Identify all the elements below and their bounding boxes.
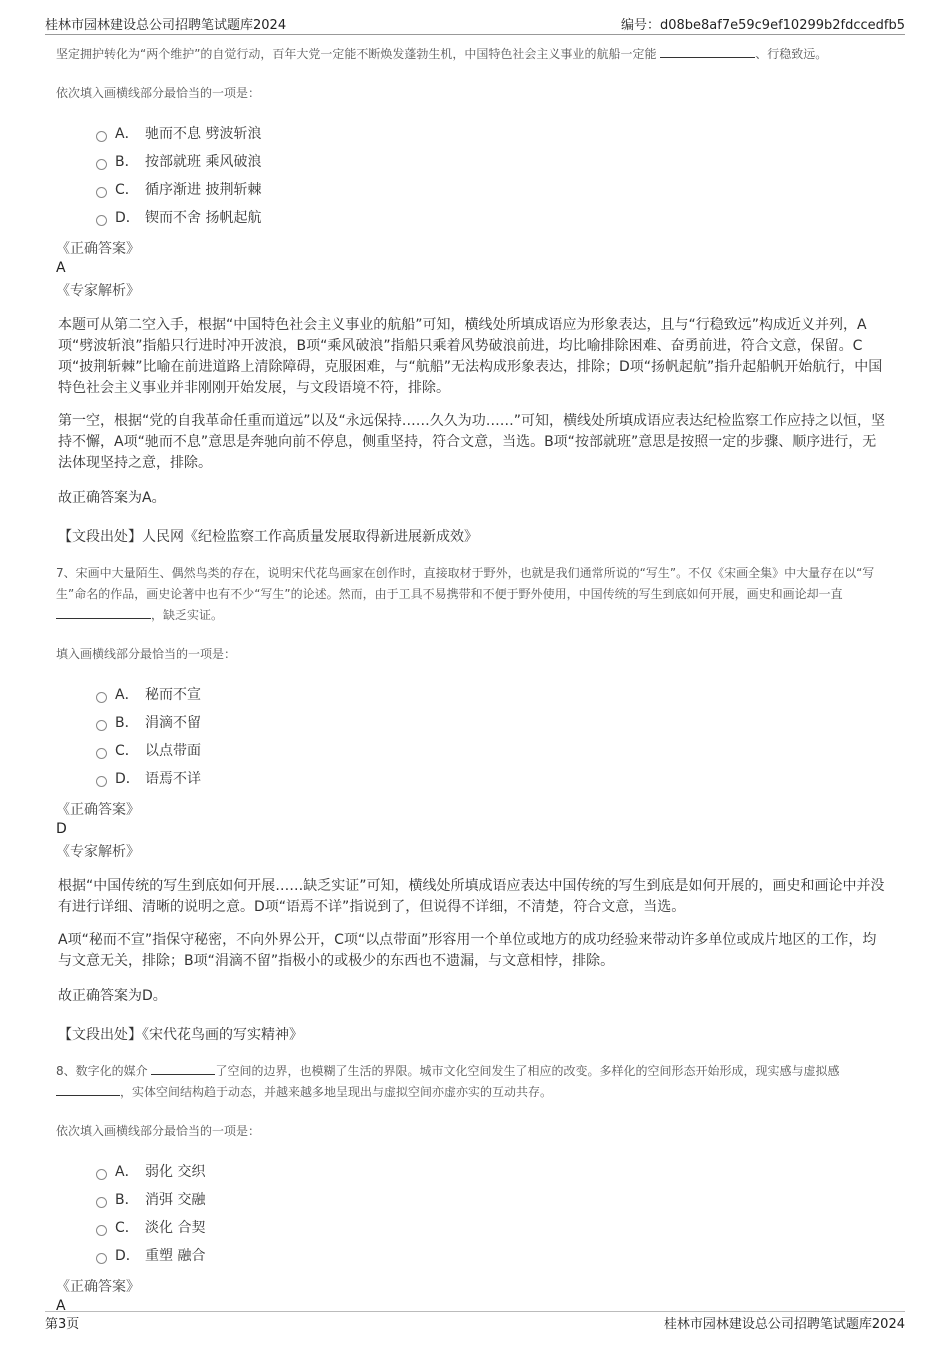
option-a[interactable]: A． 弱化 交织 [96,1157,890,1185]
option-d[interactable]: D． 重塑 融合 [96,1241,890,1269]
radio-icon[interactable] [96,748,107,759]
option-d[interactable]: D． 锲而不舍 扬帆起航 [96,203,890,231]
radio-icon[interactable] [96,1197,107,1208]
radio-icon[interactable] [96,692,107,703]
radio-icon[interactable] [96,776,107,787]
option-list [96,1157,890,1269]
radio-icon[interactable] [96,1169,107,1180]
analysis-paragraph: A项“秘而不宣”指保守秘密，不向外界公开，C项“以点带面”形容用一个单位或地方的成功经验来带动许多单位或成片地区的工作，均与文意无关，排除；B项“涓滴不留”指极小的或极少的东西也不遗漏，与文意相悖，排除。 [58,932,877,969]
question-prompt: 填入画横线部分最恰当的一项是： [56,647,237,661]
question-prompt: 依次填入画横线部分最恰当的一项是： [56,86,261,100]
option-b[interactable]: B． 按部就班 乘风破浪 [96,147,890,175]
analysis-conclusion: 故正确答案为A。 [58,490,166,506]
answer-blank [56,1083,120,1096]
answer-blank [56,606,151,619]
analysis-paragraph: 根据“中国传统的写生到底如何开展……缺乏实证”可知，横线处所填成语应表达中国传统的写生到底是如何开展的，画史和画论中并没有进行详细、清晰的说明之意。D项“语焉不详”指说到了，但说得不详细，不清楚，符合文意，当选。 [58,878,885,915]
radio-icon[interactable] [96,1253,107,1264]
header-serial: 编号：d08be8af7e59c9ef10299b2fdccedfb5 [620,18,905,33]
answer-blank [660,45,755,58]
source-citation: 【文段出处】《宋代花鸟画的写实精神》 [58,1027,303,1043]
answer-label: 《正确答案》 [56,802,140,818]
question-6 [56,44,890,547]
radio-icon[interactable] [96,159,107,170]
analysis-label: 《专家解析》 [56,844,140,860]
page-number: 第3页 [45,1317,80,1332]
document-body [56,44,890,1315]
answer-label: 《正确答案》 [56,241,140,257]
question-stem: 8、数字化的媒介 了空间的边界，也模糊了生活的界限。城市文化空间发生了相应的改变。多样化的空间形态开始形成，现实感与虚拟感 ，实体空间结构趋于动态，并越来越多地呈现出与虚拟空间亦虚亦实的互动共存。 [56,1064,840,1099]
footer-title: 桂林市园林建设总公司招聘笔试题库2024 [663,1317,905,1332]
option-d[interactable]: D． 语焉不详 [96,764,890,792]
question-prompt: 依次填入画横线部分最恰当的一项是： [56,1124,261,1138]
radio-icon[interactable] [96,131,107,142]
option-list [96,119,890,231]
answer-value: D [56,821,67,837]
analysis-paragraph: 第一空，根据“党的自我革命任重而道远”以及“永远保持……久久为功……”可知，横线处所填成语应表达纪检监察工作应持之以恒，坚持不懈，A项“驰而不息”意思是奔驰向前不停息，侧重坚持，符合文意，当选。B项“按部就班”意思是按照一定的步骤、顺序进行，无法体现坚持之意，排除。 [58,413,886,471]
source-citation: 【文段出处】人民网《纪检监察工作高质量发展取得新进展新成效》 [58,529,478,545]
option-c[interactable]: C． 以点带面 [96,736,890,764]
analysis-paragraph: 本题可从第二空入手，根据“中国特色社会主义事业的航船”可知，横线处所填成语应为形象表达，且与“行稳致远”构成近义并列，A项“劈波斩浪”指船只行进时冲开波浪，B项“乘风破浪”指船只乘着风势破浪前进，均比喻排除困难、奋勇前进，符合文意，保留。C项“披荆斩棘”比喻在前进道路上清除障碍，克服困难，与“航船”无法构成形象表达，排除；D项“扬帆起航”指升起船帆开始航行，中国特色社会主义事业并非刚刚开始发展，与文段语境不符，排除。 [58,317,883,396]
option-c[interactable]: C． 循序渐进 披荆斩棘 [96,175,890,203]
page-header [45,14,905,34]
question-stem: 坚定拥护转化为“两个维护”的自觉行动，百年大党一定能不断焕发蓬勃生机，中国特色社会主义事业的航船一定能 、行稳致远。 [56,47,828,61]
header-divider [45,34,905,35]
option-a[interactable]: A． 秘而不宣 [96,680,890,708]
option-b[interactable]: B． 消弭 交融 [96,1185,890,1213]
option-a[interactable]: A． 驰而不息 劈波斩浪 [96,119,890,147]
answer-value: A [56,260,66,276]
analysis-label: 《专家解析》 [56,283,140,299]
header-title: 桂林市园林建设总公司招聘笔试题库2024 [45,18,287,33]
question-7 [56,563,890,1045]
radio-icon[interactable] [96,215,107,226]
option-list [96,680,890,792]
answer-label: 《正确答案》 [56,1279,140,1295]
analysis-conclusion: 故正确答案为D。 [58,988,167,1004]
option-c[interactable]: C． 淡化 合契 [96,1213,890,1241]
radio-icon[interactable] [96,720,107,731]
footer-divider [45,1311,905,1312]
radio-icon[interactable] [96,187,107,198]
page-footer [45,1313,905,1333]
answer-value: A [56,1298,66,1314]
radio-icon[interactable] [96,1225,107,1236]
option-b[interactable]: B． 涓滴不留 [96,708,890,736]
question-stem: 7、宋画中大量陌生、偶然鸟类的存在，说明宋代花鸟画家在创作时，直接取材于野外，也就是我们通常所说的“写生”。不仅《宋画全集》中大量存在以“写生”命名的作品，画史论著中也有不少“写生”的论述。然而，由于工具不易携带和不便于野外使用，中国传统的写生到底如何开展，画史和画论却一直 ，缺乏实证。 [56,566,875,622]
question-8 [56,1061,890,1315]
answer-blank [151,1062,215,1075]
